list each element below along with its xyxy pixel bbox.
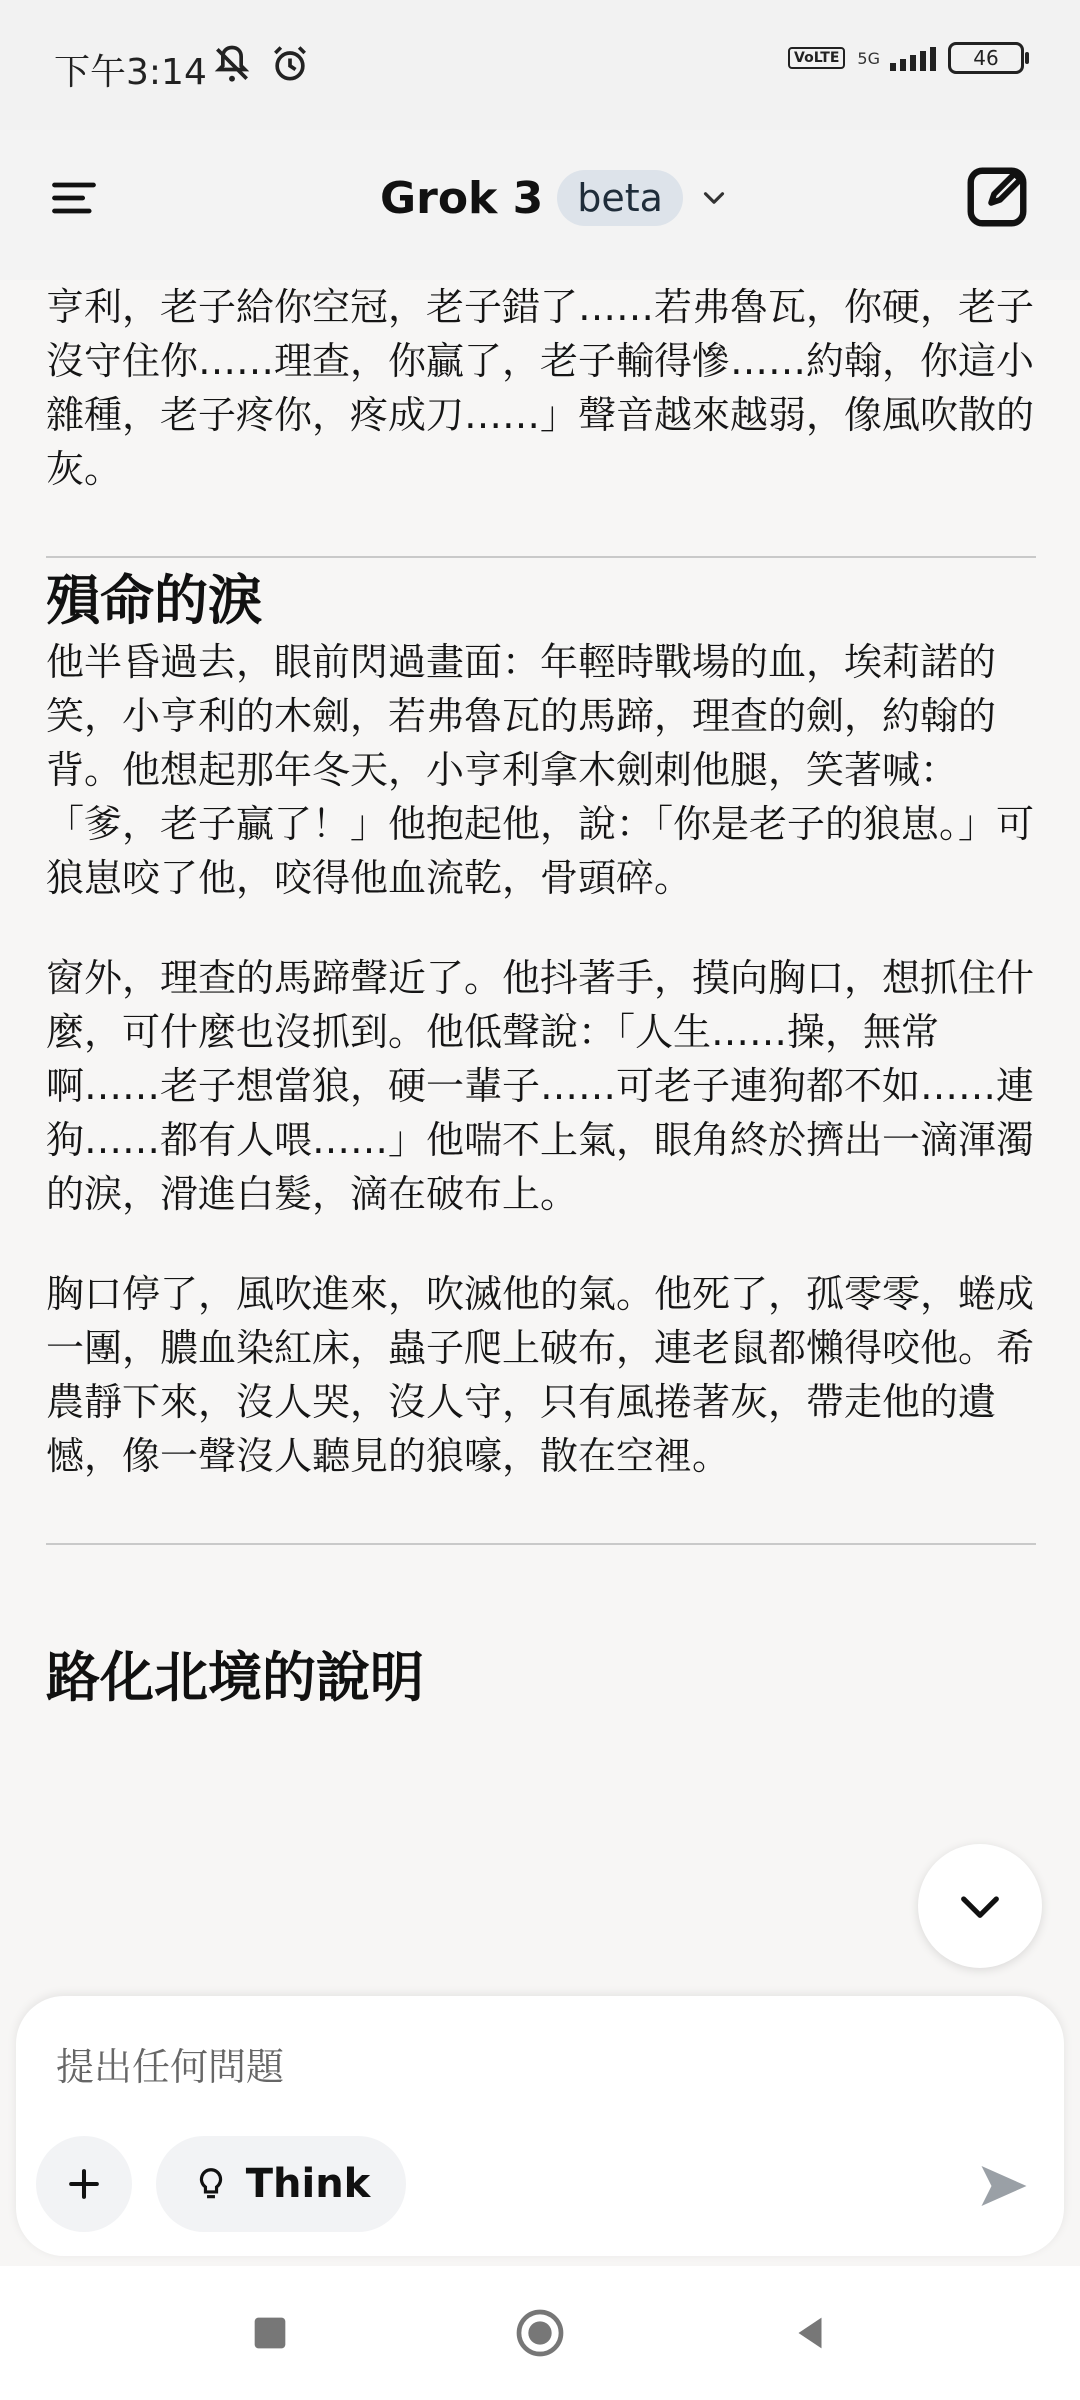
network-type: 5G bbox=[857, 48, 880, 68]
paragraph-2: 窗外，理查的馬蹄聲近了。他抖著手，摸向胸口，想抓住什麼，可什麼也沒抓到。他低聲說：「人生……操，無常啊……老子想當狼，硬一輩子……可老子連狗都不如……連狗……都有人喂……」他喘不上氣，眼角終於擠出一滴渾濁的淚，滑進白髮，滴在破布上。 bbox=[46, 956, 1035, 1216]
alarm-icon bbox=[268, 42, 312, 86]
plus-icon bbox=[62, 2162, 106, 2206]
send-icon[interactable] bbox=[974, 2156, 1034, 2216]
conversation-content[interactable] bbox=[46, 280, 1036, 1990]
attach-button[interactable] bbox=[36, 2136, 132, 2232]
app-title: Grok 3 bbox=[380, 172, 544, 224]
signal-icon bbox=[888, 43, 936, 73]
back-icon bbox=[787, 2310, 833, 2356]
partial-heading: 路化北境的說明 bbox=[46, 1646, 424, 1709]
nav-back-button[interactable] bbox=[780, 2303, 840, 2363]
think-label: Think bbox=[245, 2161, 371, 2207]
status-icons-right bbox=[788, 42, 1024, 74]
think-button[interactable] bbox=[156, 2136, 406, 2232]
scroll-down-button[interactable] bbox=[918, 1844, 1042, 1968]
section-heading: 殞命的淚 bbox=[46, 569, 262, 632]
intro-paragraph: 亨利，老子給你空冠，老子錯了……若弗魯瓦，你硬，老子沒守住你……理查，你贏了，老子輸得慘……約翰，你這小雜種，老子疼你，疼成刀……」聲音越來越弱，像風吹散的灰。 bbox=[46, 285, 1035, 491]
system-nav-bar bbox=[0, 2266, 1080, 2400]
volte-indicator: VoLTE bbox=[788, 47, 845, 69]
home-icon bbox=[512, 2305, 568, 2361]
divider bbox=[46, 1543, 1036, 1545]
paragraph-3: 胸口停了，風吹進來，吹滅他的氣。他死了，孤零零，蜷成一團，膿血染紅床，蟲子爬上破布，連老鼠都懶得咬他。希農靜下來，沒人哭，沒人守，只有風捲著灰，帶走他的遺憾，像一聲沒人聽見的狼嚎，散在空裡。 bbox=[46, 1272, 1035, 1478]
paragraph-1: 他半昏過去，眼前閃過畫面：年輕時戰場的血，埃莉諾的笑，小亨利的木劍，若弗魯瓦的馬蹄，理查的劍，約翰的背。他想起那年冬天，小亨利拿木劍刺他腿，笑著喊：「爹，老子贏了！」他抱起他，說：「你是老子的狼崽。」可狼崽咬了他，咬得他血流乾，骨頭碎。 bbox=[46, 640, 1035, 900]
chevron-down-icon bbox=[952, 1878, 1008, 1934]
lightbulb-icon bbox=[192, 2165, 230, 2203]
status-bar bbox=[0, 0, 1080, 130]
status-time: 下午3:14 bbox=[54, 52, 207, 93]
edit-icon[interactable] bbox=[962, 162, 1032, 232]
nav-home-button[interactable] bbox=[510, 2303, 570, 2363]
menu-icon[interactable] bbox=[48, 172, 100, 224]
status-icons-left bbox=[210, 42, 312, 86]
silent-icon bbox=[210, 42, 254, 86]
nav-recent-button[interactable] bbox=[240, 2303, 300, 2363]
model-selector[interactable] bbox=[380, 170, 731, 226]
top-app-bar bbox=[0, 130, 1080, 280]
chevron-down-icon bbox=[697, 181, 731, 215]
beta-badge: beta bbox=[557, 170, 683, 226]
square-icon bbox=[247, 2310, 293, 2356]
composer bbox=[16, 1996, 1064, 2256]
battery-indicator: 46 bbox=[948, 42, 1024, 74]
message-input[interactable]: 提出任何問題 bbox=[56, 2045, 285, 2089]
